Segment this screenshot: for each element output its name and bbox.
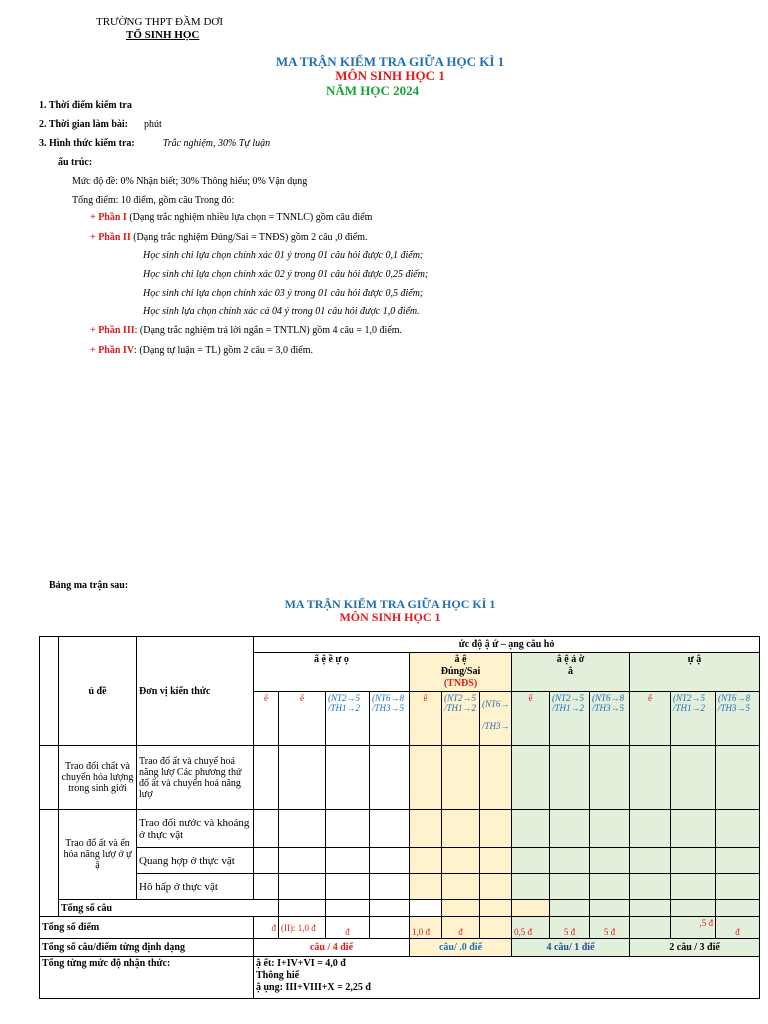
- points-cell-3: đ: [326, 917, 370, 939]
- subheader-e-2: ế: [279, 692, 326, 746]
- matrix-table: [39, 636, 760, 999]
- info-line-3-value: Trắc nghiệm, 30% Tự luận: [162, 138, 271, 149]
- part-4-text: : (Dạng tự luận = TL) gồm 2 câu = 3,0 điểm.: [134, 345, 314, 356]
- table-row: [40, 917, 760, 939]
- header-group-tnds: [410, 653, 512, 692]
- part-4-line: [90, 345, 313, 356]
- info-line-2-label: 2. Thời gian làm bài:: [39, 119, 128, 130]
- unit-1: Trao đổ ất và chuyể hoá năng lượ Các phương thứ đổ ất và chuyển hoá năng lượ: [137, 746, 254, 810]
- header-group-tnds-c: (TNĐS): [443, 678, 478, 689]
- school-name: TRƯỜNG THPT ĐẦM DƠI: [96, 16, 223, 28]
- matrix-title: MA TRẬN KIỂM TRA GIỮA HỌC KÌ 1: [284, 597, 496, 611]
- part-2-label: + Phần II: [90, 232, 131, 243]
- document-subject: MÔN SINH HỌC 1: [335, 68, 445, 83]
- subheader-nt6-short-b: /TH3→: [482, 721, 510, 731]
- table-row: [40, 746, 760, 810]
- points-cell-4: 1,0 đ: [410, 917, 442, 939]
- info-line-2: [39, 119, 162, 130]
- part-3-line: [90, 325, 402, 336]
- part-2-line: [90, 232, 368, 243]
- unit-2: Trao đổi nước và khoáng ở thực vật: [137, 810, 254, 848]
- subheader-e-5: ế: [630, 692, 671, 746]
- part-1-label: + Phần I: [90, 212, 127, 223]
- format-total-tnnlc: câu / 4 điể: [254, 939, 410, 957]
- info-line-3: [39, 138, 270, 149]
- info-line-6: Tổng điểm: 10 điểm, gồm câu Trong đó:: [72, 195, 235, 206]
- part-1-text: (Dạng trắc nghiệm nhiều lựa chọn = TNNLC) gồm câu điểm: [126, 212, 373, 223]
- table-row: [40, 939, 760, 957]
- level-total-3: ậ ụng: III+VIII+X = 2,25 đ: [256, 982, 371, 993]
- header-group-tntln: [512, 653, 630, 692]
- part-2-rule-a: Học sinh chỉ lựa chọn chính xác 01 ý trong 01 câu hỏi được 0,1 điểm;: [143, 250, 424, 261]
- info-line-3-label: 3. Hình thức kiểm tra:: [39, 138, 135, 149]
- subheader-e-1: ế: [254, 692, 279, 746]
- document-year: NĂM HỌC 2024: [326, 83, 420, 98]
- part-1-line: [90, 212, 372, 223]
- part-2-rule-b: Học sinh chỉ lựa chọn chính xác 02 ý trong 01 câu hỏi được 0,25 điểm;: [143, 269, 429, 280]
- part-2-rule-c: Học sinh chỉ lựa chọn chính xác 03 ý trong 01 câu hỏi được 0,5 điểm;: [143, 288, 424, 299]
- info-line-2-value: phút: [143, 119, 162, 130]
- header-group-tnnlc: ấ ệ ề ự ọ: [254, 653, 410, 692]
- subheader-nt6-short: [480, 692, 512, 746]
- points-cell-7: 5 đ: [550, 917, 590, 939]
- header-group-tntln-b: ắ: [568, 666, 573, 677]
- table-cell: [40, 746, 59, 810]
- part-2-text: (Dạng trắc nghiệm Đúng/Sai = TNĐS) gồm 2 câu ,0 điểm.: [130, 232, 368, 243]
- info-line-1: 1. Thời điểm kiểm tra: [39, 100, 132, 111]
- header-group-tnds-b: Đúng/Sai: [440, 666, 481, 677]
- part-2-rule-d: Học sinh lựa chọn chính xác cả 04 ý trong 01 câu hỏi được 1,0 điểm.: [143, 306, 420, 317]
- header-unit: Đơn vị kiến thức: [137, 637, 254, 746]
- table-row: [40, 957, 760, 999]
- subheader-nt68-3: (NT6→8 /TH3→5: [716, 692, 760, 746]
- format-total-tl: 2 câu / 3 điể: [630, 939, 760, 957]
- header-group-tntln-a: ắ ệ ả ờ: [556, 654, 585, 665]
- table-row: [40, 900, 760, 917]
- subheader-nt68-1: (NT6→8 /TH3→5: [370, 692, 410, 746]
- level-total-2: Thông hiể: [256, 970, 300, 981]
- points-cell-5: đ: [442, 917, 480, 939]
- header-group-tl: ự ậ: [630, 653, 760, 692]
- points-cell-10: đ: [716, 917, 760, 939]
- header-levels: ức độ ậ ứ – ạng câu hỏ: [254, 637, 760, 653]
- topic-2: Trao đổ ất và ển hóa năng lượ ở ự ậ: [59, 810, 137, 900]
- subheader-nt25-4: (NT2→5 /TH1→2: [671, 692, 716, 746]
- subheader-nt68-2: (NT6→8 /TH3→5: [590, 692, 630, 746]
- matrix-corner-cell: [40, 637, 59, 746]
- row-format-totals: Tổng số câu/điểm từng định dạng: [40, 939, 254, 957]
- part-4-label: + Phần IV: [90, 345, 135, 356]
- points-cell-6: 0,5 đ: [512, 917, 550, 939]
- row-level-totals: Tổng từng mức độ nhận thức:: [40, 957, 254, 999]
- header-group-tnds-a: ắ ệ: [454, 654, 467, 665]
- format-total-tnds: câu/ .0 điể: [410, 939, 512, 957]
- part-3-label: + Phần III: [90, 325, 135, 336]
- format-total-tntln: 4 câu/ 1 điể: [512, 939, 630, 957]
- matrix-caption: Bảng ma trận sau:: [49, 580, 129, 591]
- table-row: [40, 874, 760, 900]
- department-name: TỔ SINH HỌC: [126, 29, 200, 41]
- table-row: [40, 810, 760, 848]
- points-cell-8: 5 đ: [590, 917, 630, 939]
- topic-1: Trao đổi chất và chuyển hóa lượng trong sinh giới: [59, 746, 137, 810]
- row-total-questions: Tổng số câu: [59, 900, 279, 917]
- table-cell: [40, 810, 59, 917]
- row-total-points: Tổng số điểm: [40, 917, 254, 939]
- subheader-nt6-short-a: (NT6→: [482, 699, 510, 709]
- points-cell-2: (II): 1,0 đ: [279, 917, 326, 939]
- header-topic: ủ đề: [59, 637, 137, 746]
- points-cell-9: ,5 đ: [671, 917, 716, 939]
- part-3-text: : (Dạng trắc nghiệm trả lời ngắn = TNTLN) gồm 4 câu = 1,0 điểm.: [134, 325, 403, 336]
- subheader-e-4: ế: [512, 692, 550, 746]
- document-title: MA TRẬN KIỂM TRA GIỮA HỌC KÌ 1: [275, 54, 505, 69]
- subheader-nt25-1: (NT2→5 /TH1→2: [326, 692, 370, 746]
- points-cell-1: đ: [254, 917, 279, 939]
- level-totals-cell: [254, 957, 760, 999]
- matrix-subject: MÔN SINH HỌC 1: [339, 610, 441, 624]
- table-row: [40, 848, 760, 874]
- subheader-nt25-2: (NT2→5 /TH1→2: [442, 692, 480, 746]
- info-line-5: Mức độ đề: 0% Nhận biết; 30% Thông hiểu; 0% Vận dụng: [72, 176, 308, 187]
- subheader-e-3: ế: [410, 692, 442, 746]
- subheader-nt25-3: (NT2→5 /TH1→2: [550, 692, 590, 746]
- unit-4: Hô hấp ở thực vật: [137, 874, 254, 900]
- unit-3: Quang hợp ở thực vật: [137, 848, 254, 874]
- info-line-4: ấu trúc:: [58, 157, 93, 168]
- level-total-1: ậ ết: I+IV+VI = 4,0 đ: [256, 958, 346, 969]
